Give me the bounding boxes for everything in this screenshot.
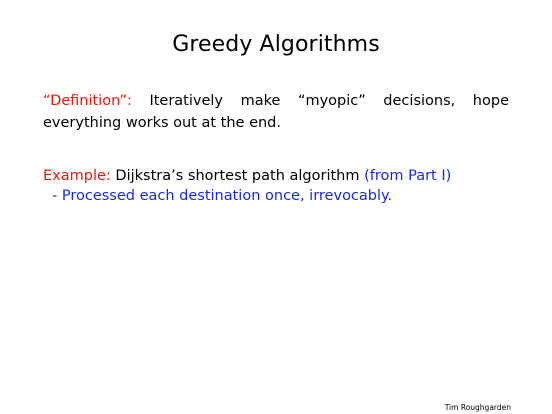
author-footer: Tim Roughgarden <box>444 403 511 412</box>
example-bullet: - Processed each destination once, irrevocably. <box>52 188 393 204</box>
example-label: Example: <box>43 168 111 184</box>
example-note: (from Part I) <box>364 168 452 184</box>
example-line <box>43 166 513 186</box>
definition-text: Iteratively make “myopic” decisions, hope everything works out at the end. <box>43 93 509 131</box>
definition-paragraph <box>43 90 509 134</box>
slide-title: Greedy Algorithms <box>172 32 380 57</box>
example-text: Dijkstra’s shortest path algorithm <box>110 168 365 184</box>
definition-label: “Definition”: <box>43 93 132 109</box>
